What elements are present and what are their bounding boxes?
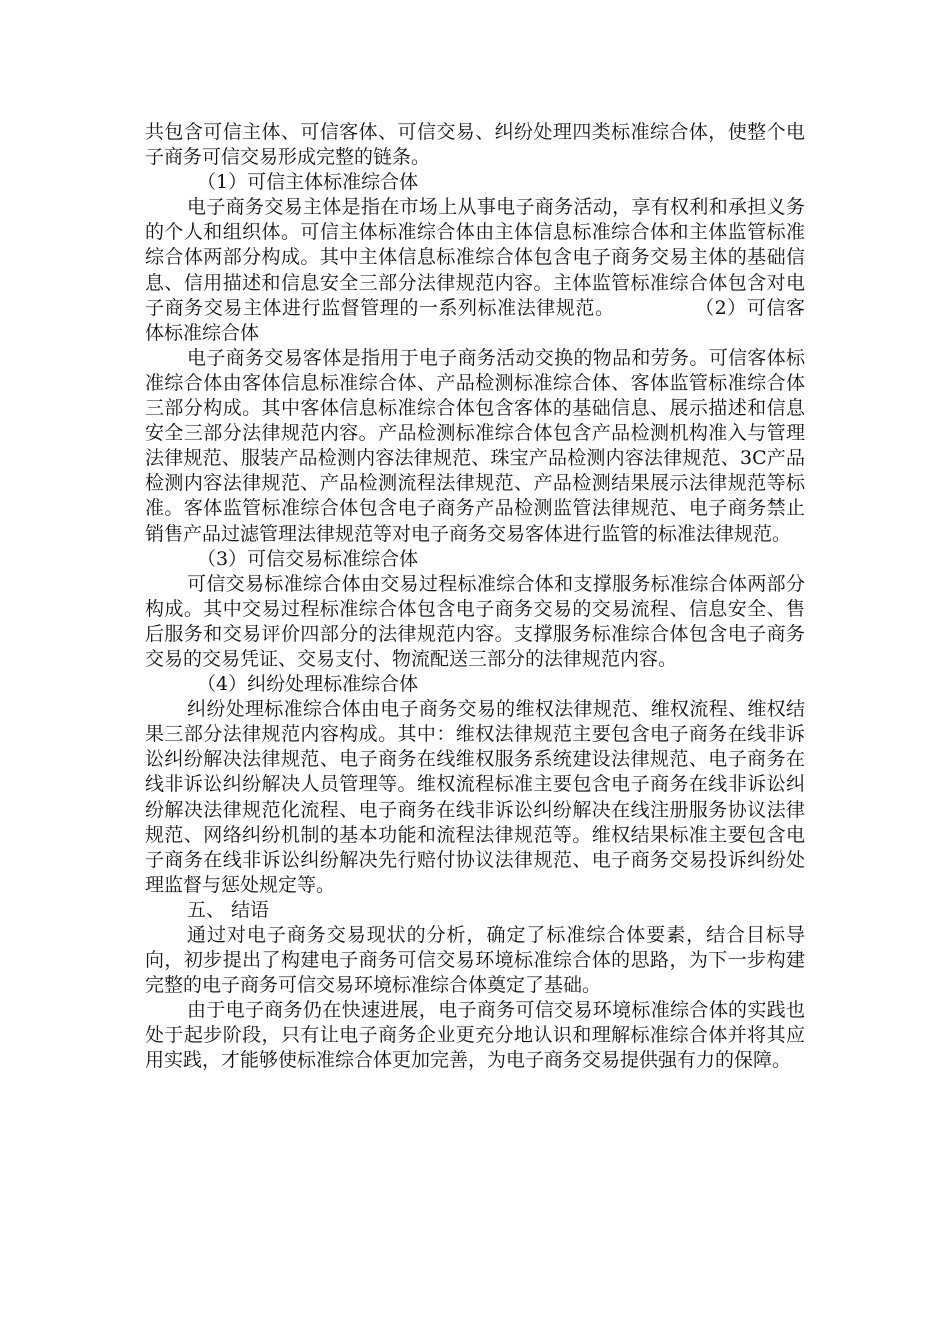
section-heading-conclusion: 五、 结语 — [187, 898, 270, 921]
paragraph-trusted-object: 电子商务交易客体是指用于电子商务活动交换的物品和劳务。可信客体标准综合体由客体信息标准综合体、产品检测标准综合体、客体监管标准综合体三部分构成。其中客体信息标准综合体包含客体的基础信息、展示描述和信息安全三部分法律规范内容。产品检测标准综合体包含产品检测机构准入与管理法律规范、服装产品检测内容法律规范、珠宝产品检测内容法律规范、3C产品检测内容法律规范、产品检测流程法律规范、产品检测结果展示法律规范等标准。客体监管标准综合体包含电子商务产品检测监管法律规范、电子商务禁止销售产品过滤管理法律规范等对电子商务交易客体进行监管的标准法律规范。 — [145, 346, 805, 545]
paragraph-intro-continuation: 共包含可信主体、可信客体、可信交易、纠纷处理四类标准综合体，使整个电子商务可信交易形成完整的链条。 — [145, 121, 805, 169]
subheading-trusted-object: （2）可信客体标准综合体 — [145, 296, 805, 344]
subheading-trusted-subject: （1）可信主体标准综合体 — [197, 171, 419, 194]
paragraph-dispute-handling: 纠纷处理标准综合体由电子商务交易的维权法律规范、维权流程、维权结果三部分法律规范内容构成。其中：维权法律规范主要包含电子商务在线非诉讼纠纷解决法律规范、电子商务在线维权服务系统建设法律规范、电子商务在线非诉讼纠纷解决人员管理等。维权流程标准主要包含电子商务在线非诉讼纠纷解决法律规范化流程、电子商务在线非诉讼纠纷解决在线注册服务协议法律规范、网络纠纷机制的基本功能和流程法律规范等。维权结果标准主要包含电子商务在线非诉讼纠纷解决先行赔付协议法律规范、电子商务交易投诉纠纷处理监督与惩处规定等。 — [145, 698, 805, 896]
document-body — [145, 120, 805, 1074]
subheading-trusted-transaction: （3）可信交易标准综合体 — [197, 547, 419, 570]
paragraph-trusted-subject — [145, 195, 805, 346]
paragraph-conclusion-2: 由于电子商务仍在快速进展，电子商务可信交易环境标准综合体的实践也处于起步阶段，只有让电子商务企业更充分地认识和理解标准综合体并将其应用实践，才能够使标准综合体更加完善，为电子商务交易提供强有力的保障。 — [145, 999, 805, 1072]
subheading-dispute-handling: （4）纠纷处理标准综合体 — [197, 673, 419, 696]
paragraph-trusted-subject-text: 电子商务交易主体是指在市场上从事电子商务活动，享有权利和承担义务的个人和组织体。可信主体标准综合体由主体信息标准综合体和主体监管标准综合体两部分构成。其中主体信息标准综合体包含电子商务交易主体的基础信息、信用描述和信息安全三部分法律规范内容。主体监管标准综合体包含对电子商务交易主体进行监督管理的一系列标准法律规范。 — [145, 196, 805, 319]
paragraph-trusted-transaction: 可信交易标准综合体由交易过程标准综合体和支撑服务标准综合体两部分构成。其中交易过程标准综合体包含电子商务交易的交易流程、信息安全、售后服务和交易评价四部分的法律规范内容。支撑服务标准综合体包含电子商务交易的交易凭证、交易支付、物流配送三部分的法律规范内容。 — [145, 572, 805, 670]
paragraph-conclusion-1: 通过对电子商务交易现状的分析，确定了标准综合体要素，结合目标导向，初步提出了构建电子商务可信交易环境标准综合体的思路，为下一步构建完整的电子商务可信交易环境标准综合体奠定了基础。 — [145, 924, 805, 997]
